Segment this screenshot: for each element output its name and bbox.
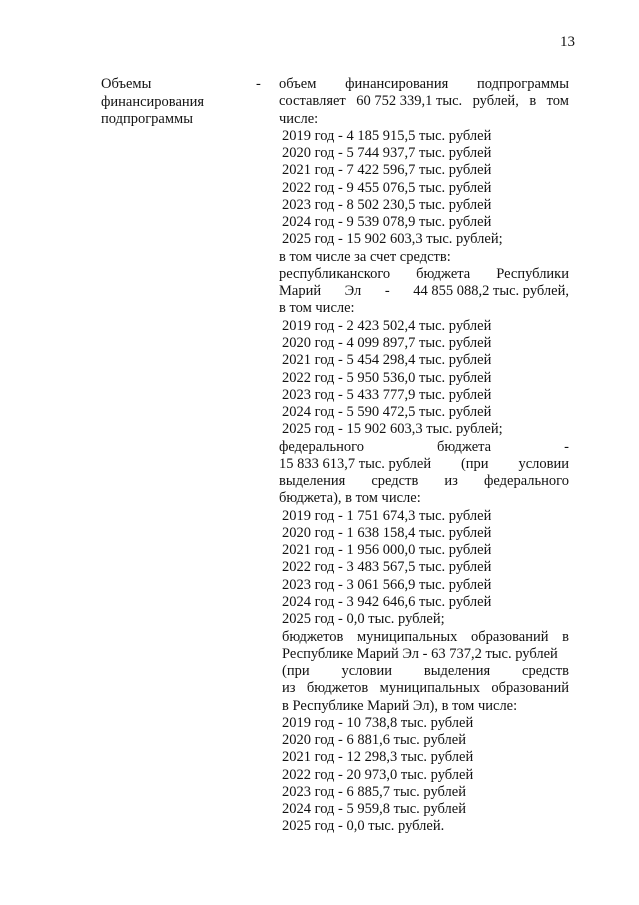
financing-text	[279, 76, 569, 836]
word: 60 752 339,1 тыс.	[356, 93, 463, 110]
word: -	[384, 283, 390, 300]
year-line: 2024 год - 3 942 646,6 тыс. рублей	[282, 593, 492, 610]
text-line	[279, 266, 569, 283]
year-line: 2021 год - 7 422 596,7 тыс. рублей	[282, 162, 492, 179]
year-line: 2024 год - 5 959,8 тыс. рублей	[282, 801, 466, 818]
word: муниципальных	[379, 680, 481, 697]
word: 44 855 088,2 тыс. рублей,	[413, 283, 569, 300]
year-line: 2020 год - 4 099 897,7 тыс. рублей	[282, 334, 492, 351]
text-line	[279, 680, 569, 697]
word: условии	[341, 663, 393, 680]
word: условии	[518, 455, 569, 472]
text-line	[279, 283, 569, 300]
word: образований	[470, 628, 549, 645]
year-line: 2019 год - 2 423 502,4 тыс. рублей	[282, 317, 492, 334]
text-line	[279, 629, 569, 646]
year-line: 2022 год - 3 483 567,5 тыс. рублей	[282, 559, 492, 576]
page-number: 13	[560, 34, 575, 50]
year-line: 2024 год - 9 539 078,9 тыс. рублей	[282, 214, 492, 231]
word: средств	[522, 663, 569, 680]
word: составляет	[279, 93, 346, 110]
year-line: 2023 год - 5 433 777,9 тыс. рублей	[282, 386, 492, 403]
year-line: 2024 год - 5 590 472,5 тыс. рублей	[282, 404, 492, 421]
year-line: 2021 год - 1 956 000,0 тыс. рублей	[282, 542, 492, 559]
year-line: 2023 год - 8 502 230,5 тыс. рублей	[282, 196, 492, 213]
year-line: 2022 год - 9 455 076,5 тыс. рублей	[282, 179, 492, 196]
word: Эл	[344, 283, 362, 300]
text-line: бюджета), в том числе:	[279, 490, 421, 507]
word: образований	[491, 680, 569, 697]
year-line: 2025 год - 15 902 603,3 тыс. рублей;	[282, 231, 503, 248]
text-line: в том числе за счет средств:	[279, 248, 451, 265]
word: выделения	[279, 473, 346, 490]
text-line	[279, 439, 569, 456]
year-line: 2019 год - 4 185 915,5 тыс. рублей	[282, 127, 492, 144]
text-line: числе:	[279, 110, 319, 127]
year-line: 2019 год - 1 751 674,3 тыс. рублей	[282, 507, 492, 524]
year-line: 2023 год - 6 885,7 тыс. рублей	[282, 783, 466, 800]
word: бюджета	[416, 265, 471, 282]
word: средств	[371, 473, 419, 490]
word: бюджетов	[306, 680, 369, 697]
label-line: Объемы	[101, 76, 152, 92]
word: 15 833 613,7 тыс. рублей	[279, 455, 432, 472]
word: -	[564, 438, 569, 455]
word: (при	[460, 455, 489, 472]
year-line: 2020 год - 5 744 937,7 тыс. рублей	[282, 145, 492, 162]
year-line: 2025 год - 15 902 603,3 тыс. рублей;	[282, 421, 503, 438]
word: (при	[282, 663, 310, 680]
year-line: 2025 год - 0,0 тыс. рублей.	[282, 818, 445, 835]
text-line: Республике Марий Эл - 63 737,2 тыс. рублей	[282, 645, 558, 662]
label-line: подпрограммы	[101, 111, 193, 127]
year-line: 2020 год - 6 881,6 тыс. рублей	[282, 732, 466, 749]
word: финансирования	[345, 76, 449, 92]
text-line	[279, 663, 569, 680]
section-label	[101, 76, 251, 129]
year-line: 2023 год - 3 061 566,9 тыс. рублей	[282, 576, 492, 593]
word: республиканского	[279, 265, 391, 282]
word: в	[529, 93, 537, 110]
year-line: 2025 год - 0,0 тыс. рублей;	[282, 611, 445, 628]
word: бюджетов	[282, 628, 344, 645]
year-line: 2019 год - 10 738,8 тыс. рублей	[282, 714, 474, 731]
word: Республики	[496, 265, 569, 282]
word: из	[282, 680, 296, 697]
word: рублей,	[472, 93, 519, 110]
word: муниципальных	[356, 628, 458, 645]
text-line: в том числе:	[279, 300, 355, 317]
text-line	[279, 93, 569, 110]
year-line: 2022 год - 20 973,0 тыс. рублей	[282, 766, 474, 783]
separator-dash: -	[256, 76, 261, 92]
text-line	[279, 473, 569, 490]
text-line	[279, 76, 569, 93]
word: федерального	[484, 473, 569, 490]
word: подпрограммы	[477, 76, 569, 92]
word: объем	[279, 76, 317, 92]
word: федерального	[279, 438, 364, 455]
label-line: финансирования	[101, 93, 205, 110]
word: Марий	[279, 283, 322, 300]
text-line	[279, 456, 569, 473]
word: бюджета	[437, 438, 492, 455]
year-line: 2021 год - 5 454 298,4 тыс. рублей	[282, 352, 492, 369]
word: выделения	[423, 663, 491, 680]
year-line: 2021 год - 12 298,3 тыс. рублей	[282, 749, 474, 766]
word: том	[546, 93, 569, 110]
year-line: 2020 год - 1 638 158,4 тыс. рублей	[282, 524, 492, 541]
word: в	[562, 628, 569, 645]
year-line: 2022 год - 5 950 536,0 тыс. рублей	[282, 369, 492, 386]
text-line: в Республике Марий Эл), в том числе:	[282, 697, 518, 714]
word: из	[444, 473, 458, 490]
